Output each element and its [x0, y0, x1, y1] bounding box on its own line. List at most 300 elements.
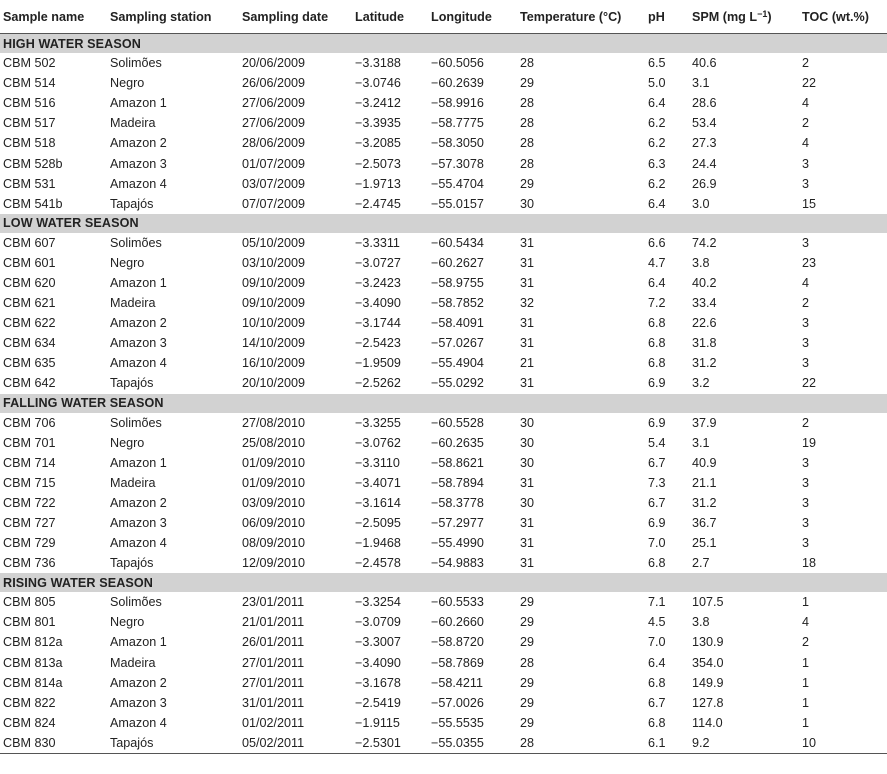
section-title: RISING WATER SEASON — [0, 573, 887, 592]
cell-latitude: −2.5419 — [355, 695, 401, 710]
table-header — [0, 0, 887, 34]
table-row — [0, 693, 887, 713]
cell-sampling-station: Amazon 1 — [110, 96, 167, 111]
cell-ph: 6.8 — [648, 675, 666, 690]
cell-latitude: −3.1744 — [355, 316, 401, 331]
cell-temperature: 29 — [520, 695, 535, 710]
cell-toc: 3 — [802, 475, 810, 490]
cell-temperature: 29 — [520, 595, 535, 610]
cell-temperature: 29 — [520, 675, 535, 690]
cell-sampling-date: 12/09/2010 — [242, 556, 306, 571]
cell-longitude: −58.4211 — [431, 675, 483, 690]
cell-toc: 23 — [802, 255, 817, 270]
table-row — [0, 194, 887, 214]
cell-ph: 6.4 — [648, 96, 666, 111]
section-title: HIGH WATER SEASON — [0, 34, 887, 54]
header-sampling-station: Sampling station — [107, 0, 239, 34]
cell-latitude: −3.3311 — [355, 235, 400, 250]
table-row — [0, 313, 887, 333]
header-longitude: Longitude — [428, 0, 517, 34]
cell-sampling-station: Amazon 3 — [110, 695, 167, 710]
cell-sampling-station: Amazon 2 — [110, 136, 167, 151]
section-header-row — [0, 214, 887, 233]
cell-toc: 1 — [802, 695, 810, 710]
table-row — [0, 632, 887, 652]
cell-longitude: −58.7869 — [431, 655, 484, 670]
cell-ph: 5.4 — [648, 435, 666, 450]
table-row — [0, 433, 887, 453]
cell-spm: 354.0 — [692, 655, 724, 670]
cell-sample-name: CBM 607 — [3, 235, 56, 250]
cell-longitude: −58.9755 — [431, 275, 484, 290]
cell-temperature: 31 — [520, 475, 535, 490]
cell-latitude: −3.2412 — [355, 96, 401, 111]
cell-sampling-date: 26/01/2011 — [242, 635, 305, 650]
cell-sampling-date: 27/06/2009 — [242, 96, 306, 111]
cell-spm: 3.1 — [692, 435, 710, 450]
cell-temperature: 31 — [520, 336, 535, 351]
cell-latitude: −2.5095 — [355, 516, 401, 531]
cell-spm: 22.6 — [692, 316, 717, 331]
cell-sample-name: CBM 528b — [3, 156, 63, 171]
cell-sampling-date: 31/01/2011 — [242, 695, 305, 710]
cell-longitude: −57.0026 — [431, 695, 484, 710]
cell-latitude: −3.3935 — [355, 116, 401, 131]
cell-spm: 21.1 — [692, 475, 717, 490]
cell-longitude: −60.5434 — [431, 235, 484, 250]
cell-latitude: −1.9468 — [355, 536, 401, 551]
cell-toc: 1 — [802, 595, 810, 610]
cell-ph: 6.4 — [648, 655, 666, 670]
cell-sampling-station: Tapajós — [110, 376, 154, 391]
cell-temperature: 29 — [520, 615, 535, 630]
cell-sampling-date: 21/01/2011 — [242, 615, 305, 630]
table-row — [0, 153, 887, 173]
table-row — [0, 653, 887, 673]
cell-sample-name: CBM 514 — [3, 76, 56, 91]
cell-longitude: −54.9883 — [431, 556, 484, 571]
cell-latitude: −3.4090 — [355, 655, 401, 670]
table-body — [0, 34, 887, 754]
cell-temperature: 21 — [520, 356, 535, 371]
cell-ph: 7.0 — [648, 635, 666, 650]
cell-latitude: −2.4745 — [355, 196, 401, 211]
cell-toc: 3 — [802, 156, 810, 171]
cell-sampling-date: 27/01/2011 — [242, 655, 305, 670]
table-row — [0, 174, 887, 194]
section-header-row — [0, 573, 887, 592]
cell-ph: 6.7 — [648, 455, 666, 470]
cell-ph: 7.2 — [648, 296, 666, 311]
cell-longitude: −55.4990 — [431, 536, 484, 551]
cell-longitude: −55.4704 — [431, 176, 484, 191]
cell-temperature: 31 — [520, 255, 535, 270]
cell-spm: 24.4 — [692, 156, 717, 171]
cell-sample-name: CBM 722 — [3, 495, 56, 510]
cell-ph: 6.2 — [648, 176, 666, 191]
cell-sampling-date: 08/09/2010 — [242, 536, 306, 551]
cell-spm: 3.8 — [692, 255, 710, 270]
cell-sample-name: CBM 736 — [3, 556, 56, 571]
cell-longitude: −58.3778 — [431, 495, 484, 510]
table-row — [0, 493, 887, 513]
cell-toc: 2 — [802, 296, 810, 311]
cell-latitude: −3.3007 — [355, 635, 401, 650]
cell-longitude: −55.4904 — [431, 356, 484, 371]
cell-sampling-date: 01/02/2011 — [242, 715, 305, 730]
cell-longitude: −60.5528 — [431, 415, 484, 430]
cell-spm: 53.4 — [692, 116, 717, 131]
table-row — [0, 53, 887, 73]
cell-toc: 22 — [802, 76, 817, 91]
cell-sampling-station: Solimões — [110, 56, 162, 71]
table-row — [0, 673, 887, 693]
cell-temperature: 28 — [520, 735, 535, 750]
cell-sample-name: CBM 620 — [3, 275, 56, 290]
cell-longitude: −58.4091 — [431, 316, 484, 331]
cell-sample-name: CBM 531 — [3, 176, 56, 191]
cell-ph: 6.8 — [648, 556, 666, 571]
cell-sample-name: CBM 622 — [3, 316, 56, 331]
cell-sample-name: CBM 715 — [3, 475, 56, 490]
cell-spm: 28.6 — [692, 96, 717, 111]
table-row — [0, 353, 887, 373]
cell-spm: 37.9 — [692, 415, 717, 430]
cell-toc: 3 — [802, 516, 810, 531]
cell-sampling-date: 20/10/2009 — [242, 376, 306, 391]
cell-sampling-station: Negro — [110, 255, 145, 270]
cell-spm: 40.2 — [692, 275, 717, 290]
cell-ph: 6.8 — [648, 336, 666, 351]
cell-spm: 31.2 — [692, 356, 717, 371]
header-spm — [689, 0, 799, 34]
cell-spm: 3.2 — [692, 376, 710, 391]
cell-toc: 2 — [802, 116, 810, 131]
cell-spm: 27.3 — [692, 136, 717, 151]
cell-sampling-station: Negro — [110, 435, 145, 450]
cell-sampling-station: Tapajós — [110, 556, 154, 571]
header-spm-base: SPM (mg L — [692, 9, 758, 24]
table-row — [0, 453, 887, 473]
cell-temperature: 30 — [520, 415, 535, 430]
table-row — [0, 113, 887, 133]
cell-sampling-date: 05/02/2011 — [242, 735, 305, 750]
cell-temperature: 28 — [520, 156, 535, 171]
section-title: LOW WATER SEASON — [0, 214, 887, 233]
cell-toc: 1 — [802, 655, 810, 670]
cell-ph: 4.7 — [648, 255, 666, 270]
cell-temperature: 28 — [520, 56, 535, 71]
cell-toc: 15 — [802, 196, 817, 211]
cell-temperature: 29 — [520, 176, 535, 191]
cell-longitude: −60.2639 — [431, 76, 484, 91]
cell-spm: 3.1 — [692, 76, 710, 91]
table-row — [0, 473, 887, 493]
cell-ph: 6.4 — [648, 275, 666, 290]
table-row — [0, 93, 887, 113]
cell-spm: 31.8 — [692, 336, 717, 351]
cell-spm: 26.9 — [692, 176, 717, 191]
section-header-row — [0, 394, 887, 413]
cell-longitude: −60.2627 — [431, 255, 484, 270]
cell-temperature: 30 — [520, 196, 535, 211]
cell-longitude: −58.8621 — [431, 455, 484, 470]
cell-toc: 22 — [802, 376, 817, 391]
header-sampling-date: Sampling date — [239, 0, 352, 34]
cell-sampling-station: Amazon 1 — [110, 635, 167, 650]
cell-spm: 40.6 — [692, 56, 717, 71]
table-row — [0, 333, 887, 353]
cell-sampling-date: 25/08/2010 — [242, 435, 306, 450]
table-row — [0, 592, 887, 612]
cell-sampling-date: 03/10/2009 — [242, 255, 306, 270]
cell-sample-name: CBM 517 — [3, 116, 56, 131]
cell-ph: 6.5 — [648, 56, 666, 71]
cell-ph: 6.1 — [648, 735, 666, 750]
cell-sampling-station: Madeira — [110, 116, 156, 131]
cell-longitude: −60.5056 — [431, 56, 484, 71]
cell-sampling-station: Tapajós — [110, 735, 154, 750]
cell-spm: 9.2 — [692, 735, 710, 750]
cell-sample-name: CBM 518 — [3, 136, 56, 151]
cell-toc: 3 — [802, 455, 810, 470]
cell-sample-name: CBM 822 — [3, 695, 56, 710]
cell-latitude: −3.0727 — [355, 255, 401, 270]
cell-temperature: 28 — [520, 96, 535, 111]
cell-toc: 3 — [802, 495, 810, 510]
cell-toc: 3 — [802, 235, 810, 250]
cell-spm: 31.2 — [692, 495, 717, 510]
cell-sampling-station: Amazon 3 — [110, 156, 167, 171]
cell-latitude: −2.5423 — [355, 336, 401, 351]
cell-toc: 4 — [802, 96, 810, 111]
cell-sample-name: CBM 621 — [3, 296, 56, 311]
cell-toc: 2 — [802, 415, 810, 430]
cell-ph: 6.9 — [648, 376, 666, 391]
cell-toc: 2 — [802, 56, 810, 71]
cell-temperature: 28 — [520, 655, 535, 670]
cell-spm: 2.7 — [692, 556, 710, 571]
cell-toc: 4 — [802, 275, 810, 290]
cell-ph: 6.8 — [648, 316, 666, 331]
cell-longitude: −57.0267 — [431, 336, 484, 351]
cell-sampling-station: Solimões — [110, 415, 162, 430]
cell-latitude: −3.3110 — [355, 455, 400, 470]
cell-spm: 3.0 — [692, 196, 710, 211]
header-toc: TOC (wt.%) — [799, 0, 887, 34]
cell-latitude: −3.2423 — [355, 275, 401, 290]
table-row — [0, 253, 887, 273]
cell-sample-name: CBM 812a — [3, 635, 63, 650]
cell-sampling-station: Amazon 4 — [110, 356, 167, 371]
cell-sample-name: CBM 502 — [3, 56, 56, 71]
cell-sampling-station: Solimões — [110, 235, 162, 250]
cell-latitude: −3.0746 — [355, 76, 401, 91]
cell-sampling-date: 01/07/2009 — [242, 156, 306, 171]
cell-sampling-station: Tapajós — [110, 196, 154, 211]
header-ph: pH — [645, 0, 689, 34]
cell-sample-name: CBM 706 — [3, 415, 56, 430]
cell-sample-name: CBM 805 — [3, 595, 56, 610]
section-title: FALLING WATER SEASON — [0, 394, 887, 413]
cell-latitude: −3.4090 — [355, 296, 401, 311]
cell-longitude: −55.0292 — [431, 376, 484, 391]
table-row — [0, 733, 887, 754]
cell-latitude: −1.9713 — [355, 176, 401, 191]
cell-sampling-date: 23/01/2011 — [242, 595, 305, 610]
cell-temperature: 30 — [520, 435, 535, 450]
cell-sampling-date: 20/06/2009 — [242, 56, 306, 71]
cell-sampling-date: 26/06/2009 — [242, 76, 306, 91]
cell-toc: 3 — [802, 356, 810, 371]
cell-latitude: −3.0762 — [355, 435, 401, 450]
cell-sampling-station: Amazon 2 — [110, 675, 167, 690]
cell-sampling-date: 27/08/2010 — [242, 415, 306, 430]
cell-longitude: −58.7852 — [431, 296, 484, 311]
cell-ph: 6.2 — [648, 116, 666, 131]
cell-ph: 4.5 — [648, 615, 666, 630]
cell-spm: 127.8 — [692, 695, 724, 710]
cell-temperature: 31 — [520, 235, 535, 250]
cell-ph: 6.6 — [648, 235, 666, 250]
cell-spm: 3.8 — [692, 615, 710, 630]
cell-toc: 2 — [802, 635, 810, 650]
table-row — [0, 713, 887, 733]
cell-spm: 25.1 — [692, 536, 717, 551]
cell-sample-name: CBM 830 — [3, 735, 56, 750]
cell-longitude: −57.3078 — [431, 156, 484, 171]
cell-sampling-station: Amazon 4 — [110, 536, 167, 551]
cell-spm: 74.2 — [692, 235, 717, 250]
cell-sampling-station: Solimões — [110, 595, 162, 610]
cell-temperature: 31 — [520, 516, 535, 531]
section-header-row — [0, 34, 887, 54]
cell-longitude: −58.7775 — [431, 116, 484, 131]
cell-ph: 5.0 — [648, 76, 666, 91]
cell-temperature: 31 — [520, 536, 535, 551]
cell-sampling-date: 28/06/2009 — [242, 136, 306, 151]
cell-sample-name: CBM 714 — [3, 455, 56, 470]
cell-latitude: −3.0709 — [355, 615, 401, 630]
cell-latitude: −3.3188 — [355, 56, 401, 71]
cell-toc: 4 — [802, 615, 810, 630]
cell-temperature: 31 — [520, 316, 535, 331]
cell-ph: 7.3 — [648, 475, 666, 490]
cell-sampling-station: Amazon 3 — [110, 336, 167, 351]
cell-sampling-date: 03/09/2010 — [242, 495, 306, 510]
cell-spm: 36.7 — [692, 516, 717, 531]
cell-latitude: −2.4578 — [355, 556, 401, 571]
table-row — [0, 513, 887, 533]
table-row — [0, 612, 887, 632]
cell-sampling-date: 01/09/2010 — [242, 475, 306, 490]
cell-ph: 6.9 — [648, 516, 666, 531]
cell-temperature: 32 — [520, 296, 535, 311]
cell-sampling-date: 09/10/2009 — [242, 275, 306, 290]
cell-sampling-station: Negro — [110, 615, 145, 630]
cell-temperature: 28 — [520, 136, 535, 151]
cell-sampling-station: Amazon 1 — [110, 275, 167, 290]
cell-sampling-date: 16/10/2009 — [242, 356, 306, 371]
table-row — [0, 293, 887, 313]
cell-sample-name: CBM 814a — [3, 675, 63, 690]
cell-toc: 10 — [802, 735, 817, 750]
header-sample-name: Sample name — [0, 0, 107, 34]
table-row — [0, 533, 887, 553]
cell-latitude: −2.5073 — [355, 156, 401, 171]
cell-sampling-station: Madeira — [110, 655, 156, 670]
cell-sampling-station: Negro — [110, 76, 145, 91]
cell-latitude: −2.5301 — [355, 735, 401, 750]
header-row — [0, 0, 887, 34]
cell-sampling-date: 10/10/2009 — [242, 316, 306, 331]
cell-sampling-date: 14/10/2009 — [242, 336, 306, 351]
table-row — [0, 133, 887, 153]
cell-ph: 6.2 — [648, 136, 666, 151]
cell-temperature: 30 — [520, 495, 535, 510]
cell-sampling-station: Madeira — [110, 296, 156, 311]
cell-toc: 18 — [802, 556, 817, 571]
cell-sample-name: CBM 729 — [3, 536, 56, 551]
cell-sampling-station: Madeira — [110, 475, 156, 490]
cell-sample-name: CBM 601 — [3, 255, 56, 270]
cell-latitude: −1.9115 — [355, 715, 400, 730]
table-row — [0, 273, 887, 293]
cell-sampling-station: Amazon 2 — [110, 495, 167, 510]
cell-temperature: 30 — [520, 455, 535, 470]
cell-sample-name: CBM 701 — [3, 435, 56, 450]
cell-ph: 6.3 — [648, 156, 666, 171]
table-row — [0, 373, 887, 393]
cell-spm: 130.9 — [692, 635, 724, 650]
cell-longitude: −60.5533 — [431, 595, 484, 610]
cell-toc: 1 — [802, 715, 810, 730]
cell-sample-name: CBM 516 — [3, 96, 56, 111]
cell-sampling-date: 03/07/2009 — [242, 176, 306, 191]
cell-latitude: −3.4071 — [355, 475, 401, 490]
cell-longitude: −60.2635 — [431, 435, 484, 450]
cell-latitude: −3.3255 — [355, 415, 401, 430]
cell-sample-name: CBM 824 — [3, 715, 56, 730]
cell-toc: 4 — [802, 136, 810, 151]
cell-latitude: −3.2085 — [355, 136, 401, 151]
cell-longitude: −55.5535 — [431, 715, 484, 730]
cell-sampling-station: Amazon 4 — [110, 176, 167, 191]
cell-spm: 107.5 — [692, 595, 724, 610]
cell-longitude: −58.3050 — [431, 136, 484, 151]
cell-latitude: −1.9509 — [355, 356, 401, 371]
cell-sample-name: CBM 635 — [3, 356, 56, 371]
cell-latitude: −3.1678 — [355, 675, 401, 690]
table-row — [0, 233, 887, 253]
header-spm-exponent: −1 — [757, 8, 768, 19]
cell-sample-name: CBM 634 — [3, 336, 56, 351]
cell-ph: 7.1 — [648, 595, 666, 610]
header-latitude: Latitude — [352, 0, 428, 34]
cell-sampling-station: Amazon 3 — [110, 516, 167, 531]
cell-sampling-date: 01/09/2010 — [242, 455, 306, 470]
cell-sample-name: CBM 801 — [3, 615, 56, 630]
cell-longitude: −58.7894 — [431, 475, 484, 490]
cell-toc: 3 — [802, 536, 810, 551]
cell-spm: 149.9 — [692, 675, 724, 690]
cell-sampling-date: 07/07/2009 — [242, 196, 306, 211]
cell-longitude: −58.9916 — [431, 96, 484, 111]
cell-temperature: 31 — [520, 556, 535, 571]
cell-spm: 40.9 — [692, 455, 717, 470]
cell-toc: 3 — [802, 176, 810, 191]
cell-ph: 7.0 — [648, 536, 666, 551]
